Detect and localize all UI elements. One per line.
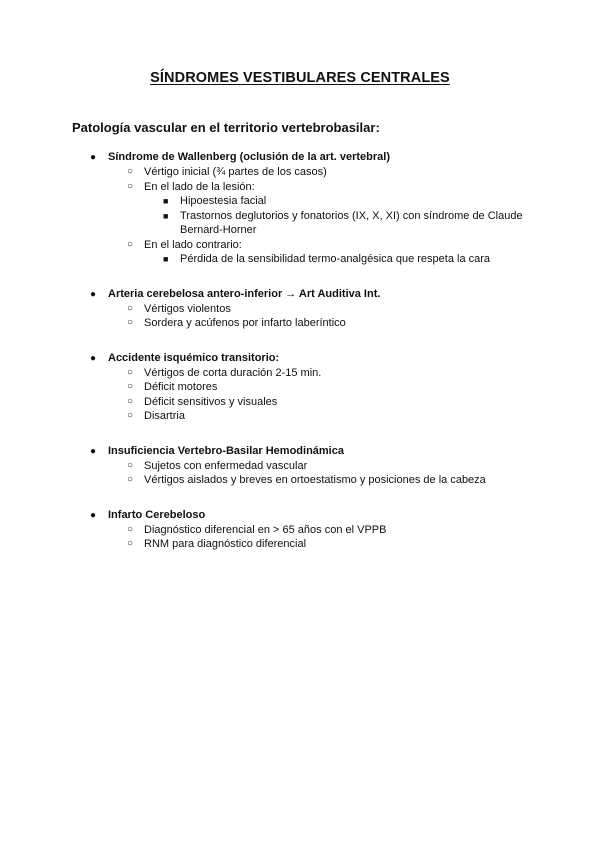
list-section: [0, 508, 600, 552]
section-subtitle: Patología vascular en el territorio vertebrobasilar:: [72, 120, 380, 135]
filled-circle-bullet-icon: ●: [90, 445, 97, 457]
list-item-text: Vértigo inicial (¾ partes de los casos): [144, 166, 327, 178]
list-item-text: Pérdida de la sensibilidad termo-analgésica que respeta la cara: [180, 253, 491, 265]
list-item-level2: [0, 395, 544, 410]
list-section: [0, 351, 600, 424]
list-item-level3: [0, 252, 540, 267]
list-item-text: Vértigos de corta duración 2-15 min.: [144, 366, 322, 379]
list-item-text: Hipoestesia facial: [180, 195, 267, 207]
list-item-level2: [0, 316, 544, 331]
hollow-circle-bullet-icon: ○: [127, 238, 134, 250]
list-item-text: Sordera y acúfenos por infarto laberíntico: [144, 317, 346, 329]
hollow-circle-bullet-icon: ○: [127, 410, 134, 421]
section-heading: Insuficiencia Vertebro-Basilar Hemodinámica: [108, 444, 344, 457]
list-section: [0, 444, 600, 488]
hollow-circle-bullet-icon: ○: [127, 302, 134, 314]
list-item-text: Vértigos aislados y breves en ortoestatismo y posiciones de la cabeza: [144, 474, 486, 486]
square-bullet-icon: ■: [163, 254, 169, 264]
square-bullet-icon: ■: [163, 210, 169, 221]
hollow-circle-bullet-icon: ○: [127, 180, 134, 192]
list-item-level2: [0, 366, 544, 381]
hollow-circle-bullet-icon: ○: [127, 474, 134, 485]
list-item-level1: [0, 150, 600, 165]
hollow-circle-bullet-icon: ○: [127, 317, 134, 328]
list-item-text: Vértigos violentos: [144, 302, 231, 315]
list-item-text: En el lado contrario:: [144, 238, 242, 251]
hollow-circle-bullet-icon: ○: [127, 395, 134, 407]
bullet-list: [0, 150, 600, 572]
section-heading: Infarto Cerebeloso: [108, 508, 206, 521]
list-item-text: RNM para diagnóstico diferencial: [144, 538, 307, 550]
list-item-text: En el lado de la lesión:: [144, 180, 255, 193]
list-item-text: Déficit motores: [144, 381, 218, 393]
list-item-level1: [0, 508, 600, 523]
section-heading: Síndrome de Wallenberg (oclusión de la art. vertebral): [108, 151, 390, 163]
list-item-level2: [0, 302, 544, 317]
list-item-level2: [0, 409, 544, 424]
list-section: [0, 287, 600, 331]
list-item-level2: [0, 537, 544, 552]
hollow-circle-bullet-icon: ○: [127, 459, 134, 471]
list-item-text: Trastornos deglutorios y fonatorios (IX, X, XI) con síndrome de Claude Bernard-Horner: [180, 209, 523, 236]
hollow-circle-bullet-icon: ○: [127, 538, 134, 549]
hollow-circle-bullet-icon: ○: [127, 166, 134, 177]
square-bullet-icon: ■: [163, 196, 169, 206]
list-item-level1: [0, 444, 600, 459]
list-item-level3: [0, 209, 540, 238]
list-item-level2: [0, 165, 544, 180]
section-heading: Accidente isquémico transitorio:: [108, 351, 280, 364]
list-item-level2: [0, 523, 544, 538]
list-item-level2: [0, 180, 544, 195]
list-item-level3: [0, 194, 540, 209]
list-item-text: Disartria: [144, 410, 185, 422]
filled-circle-bullet-icon: ●: [90, 152, 97, 163]
list-section: [0, 150, 600, 267]
list-item-level1: [0, 351, 600, 366]
hollow-circle-bullet-icon: ○: [127, 366, 134, 378]
list-item-text: Déficit sensitivos y visuales: [144, 395, 278, 408]
list-item-level2: [0, 459, 544, 474]
list-item-level2: [0, 238, 544, 253]
list-item-level2: [0, 473, 544, 488]
filled-circle-bullet-icon: ●: [90, 288, 97, 300]
section-heading: Arteria cerebelosa antero-inferior → Art Auditiva Int.: [108, 287, 381, 300]
list-item-text: Sujetos con enfermedad vascular: [144, 459, 308, 472]
list-item-text: Diagnóstico diferencial en > 65 años con el VPPB: [144, 523, 387, 536]
filled-circle-bullet-icon: ●: [90, 352, 97, 364]
hollow-circle-bullet-icon: ○: [127, 523, 134, 535]
list-item-level2: [0, 380, 544, 395]
hollow-circle-bullet-icon: ○: [127, 381, 134, 392]
list-item-level1: [0, 287, 600, 302]
filled-circle-bullet-icon: ●: [90, 509, 97, 521]
page-title: SÍNDROMES VESTIBULARES CENTRALES: [150, 70, 450, 86]
